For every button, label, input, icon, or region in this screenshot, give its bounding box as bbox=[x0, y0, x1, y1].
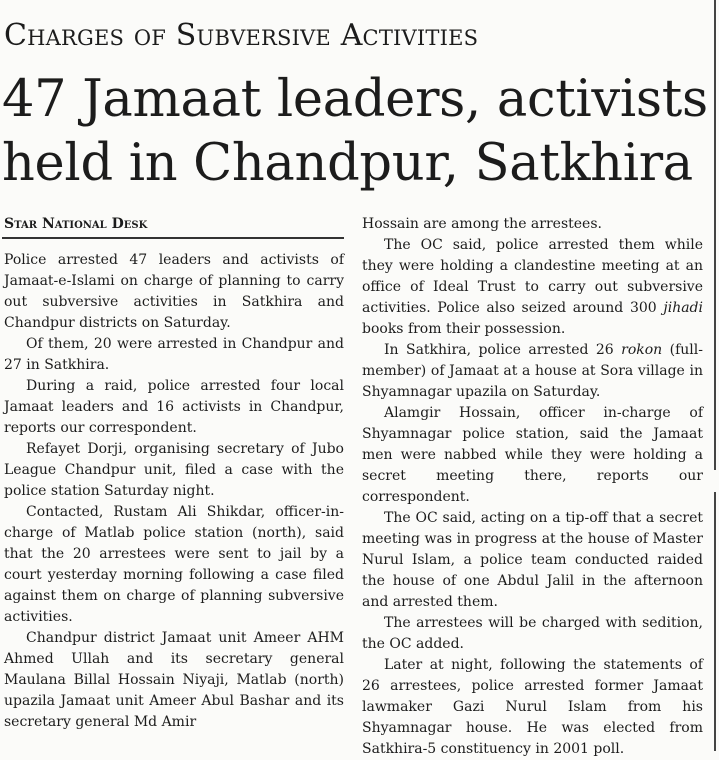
italic-term: jihadi bbox=[663, 300, 703, 316]
paragraph: Contacted, Rustam Ali Shikdar, officer-in-charge of Matlab police station (north), said that the 20 arrestees were sent to jail by a court yesterday morning following a case filed against them on charge of planning subversive activities. bbox=[4, 504, 344, 625]
page-edge-rule bbox=[714, 0, 716, 470]
paragraph: The arrestees will be charged with sedition, the OC added. bbox=[362, 615, 703, 652]
kicker: Charges of Subversive Activities bbox=[4, 18, 479, 53]
paragraph: Hossain are among the arrestees. bbox=[362, 216, 602, 232]
paragraph: The OC said, acting on a tip-off that a secret meeting was in progress at the house of Master Nurul Islam, a police team conducted raided the house of one Abdul Jalil in the afternoon and arrested them. bbox=[362, 510, 703, 610]
paragraph: Refayet Dorji, organising secretary of Jubo League Chandpur unit, filed a case with the police station Saturday night. bbox=[4, 441, 344, 499]
paragraph: Alamgir Hossain, officer in-charge of Shyamnagar police station, said the Jamaat men were nabbed while they were holding a secret meeting there, reports our correspondent. bbox=[362, 405, 703, 505]
paragraph: Chandpur district Jamaat unit Ameer AHM Ahmed Ullah and its secretary general Maulana Billal Hossain Niyaji, Matlab (north) upazila Jamaat unit Ameer Abul Bashar and its secretary general Md Amir bbox=[4, 630, 344, 730]
headline bbox=[2, 68, 714, 196]
text-run: (full-member) of Jamaat at a house at Sora village in Shyamnagar upazila on Saturday. bbox=[362, 342, 703, 400]
text-run: In Satkhira, police arrested 26 bbox=[384, 342, 622, 358]
italic-term: rokon bbox=[621, 342, 663, 358]
headline-line-1: 47 Jamaat leaders, activists bbox=[2, 70, 708, 129]
paragraph: Of them, 20 were arrested in Chandpur and 27 in Satkhira. bbox=[4, 336, 344, 373]
paragraph: Police arrested 47 leaders and activists of Jamaat-e-Islami on charge of planning to carry out subversive activities in Satkhira and Chandpur districts on Saturday. bbox=[4, 252, 344, 331]
text-run: books from their possession. bbox=[362, 321, 566, 337]
headline-line-2: held in Chandpur, Satkhira bbox=[2, 134, 693, 193]
text-run: The OC said, police arrested them while they were holding a clandestine meeting at an office of Ideal Trust to carry out subversive activities. Police also seized around 300 bbox=[362, 237, 703, 316]
page-edge-rule bbox=[714, 492, 716, 751]
article-column-2 bbox=[362, 214, 703, 760]
byline: Star National Desk bbox=[4, 216, 148, 232]
paragraph bbox=[362, 340, 703, 403]
paragraph: During a raid, police arrested four local Jamaat leaders and 16 activists in Chandpur, reports our correspondent. bbox=[4, 378, 344, 436]
paragraph bbox=[362, 235, 703, 340]
article-column-1 bbox=[4, 250, 344, 733]
byline-rule bbox=[2, 237, 344, 239]
paragraph: Later at night, following the statements of 26 arrestees, police arrested former Jamaat lawmaker Gazi Nurul Islam from his Shyamnagar house. He was elected from Satkhira-5 constituency in 2001 poll. bbox=[362, 657, 703, 757]
